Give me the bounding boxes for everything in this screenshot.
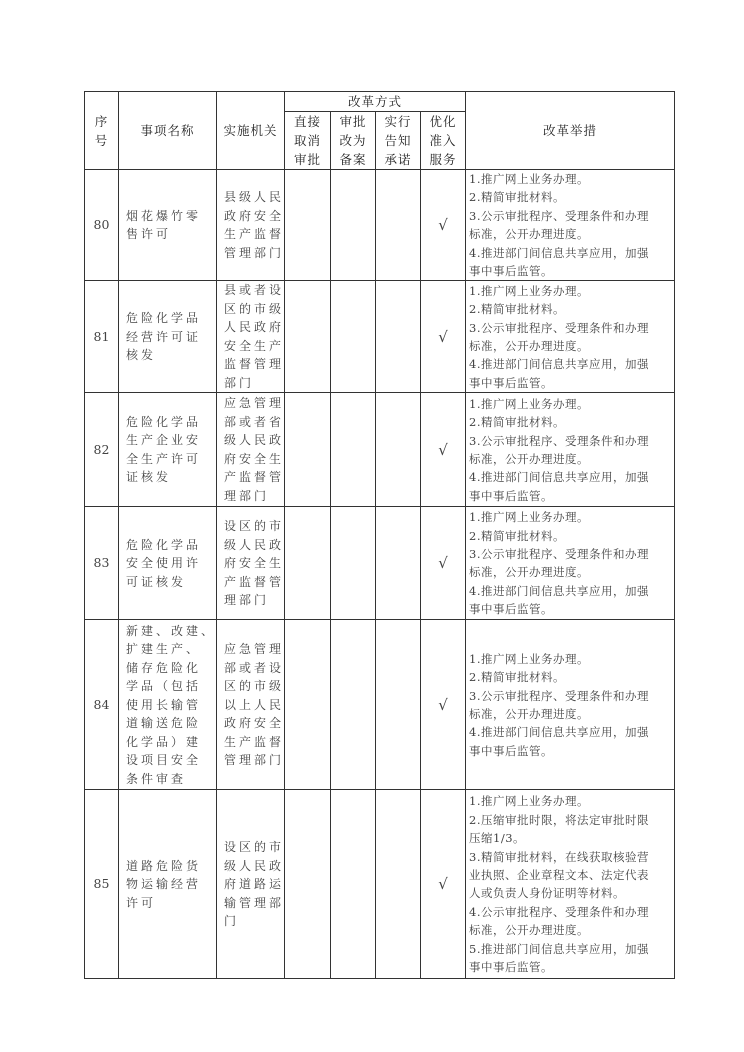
header-authority: 实施机关 — [217, 92, 285, 170]
item-name-cell: 危险化学品 生产企业安 全生产许可 证核发 — [119, 393, 217, 507]
measures-cell: 1.推广网上业务办理。 2.精简审批材料。 3.公示审批程序、受理条件和办理 标准，公开办理进度。 4.推进部门间信息共享应用，加强 事中事后监管。 — [466, 507, 675, 620]
table-row — [85, 393, 675, 507]
item-name-cell: 烟花爆竹零 售许可 — [119, 170, 217, 281]
authority-cell: 设区的市 级人民政 府道路运 输管理部 门 — [217, 790, 285, 979]
authority-cell: 县级人民 政府安全 生产监督 管理部门 — [217, 170, 285, 281]
authority-cell: 应急管理 部或者省 级人民政 府安全生 产监督管 理部门 — [217, 393, 285, 507]
seq-cell: 83 — [85, 507, 119, 620]
table-row — [85, 507, 675, 620]
method-cancel-cell — [285, 790, 331, 979]
header-method-notify: 实行 告知 承诺 — [376, 112, 421, 170]
checkmark-icon: √ — [421, 507, 466, 620]
method-cancel-cell — [285, 170, 331, 281]
reform-table — [84, 91, 675, 979]
table-row — [85, 790, 675, 979]
seq-cell: 82 — [85, 393, 119, 507]
item-name-cell: 道路危险货 物运输经营 许可 — [119, 790, 217, 979]
header-item-name: 事项名称 — [119, 92, 217, 170]
header-method-filing: 审批 改为 备案 — [331, 112, 376, 170]
method-notify-cell — [376, 281, 421, 393]
method-cancel-cell — [285, 281, 331, 393]
header-reform-method: 改革方式 — [285, 92, 466, 112]
checkmark-icon: √ — [421, 393, 466, 507]
item-name-cell: 危险化学品 安全使用许 可证核发 — [119, 507, 217, 620]
header-method-cancel: 直接 取消 审批 — [285, 112, 331, 170]
seq-cell: 85 — [85, 790, 119, 979]
authority-cell: 县或者设 区的市级 人民政府 安全生产 监督管理 部门 — [217, 281, 285, 393]
table-row — [85, 620, 675, 790]
seq-cell: 81 — [85, 281, 119, 393]
checkmark-icon: √ — [421, 281, 466, 393]
measures-cell: 1.推广网上业务办理。 2.压缩审批时限，将法定审批时限 压缩1/3。 3.精简审批材料，在线获取核验营 业执照、企业章程文本、法定代表 人或负责人身份证明等材料。 4.公示审批程序、受理条件和办理 标准，公开办理进度。 5.推进部门间信息共享应用，加强 事中事后监管。 — [466, 790, 675, 979]
method-cancel-cell — [285, 507, 331, 620]
method-notify-cell — [376, 393, 421, 507]
method-notify-cell — [376, 507, 421, 620]
method-notify-cell — [376, 790, 421, 979]
measures-cell: 1.推广网上业务办理。 2.精简审批材料。 3.公示审批程序、受理条件和办理 标准，公开办理进度。 4.推进部门间信息共享应用，加强 事中事后监管。 — [466, 170, 675, 281]
header-method-optimize: 优化 准入 服务 — [421, 112, 466, 170]
method-filing-cell — [331, 281, 376, 393]
method-cancel-cell — [285, 620, 331, 790]
header-measures: 改革举措 — [466, 92, 675, 170]
checkmark-icon: √ — [421, 170, 466, 281]
method-filing-cell — [331, 393, 376, 507]
method-notify-cell — [376, 620, 421, 790]
table-row — [85, 170, 675, 281]
authority-cell: 应急管理 部或者设 区的市级 以上人民 政府安全 生产监督 管理部门 — [217, 620, 285, 790]
method-filing-cell — [331, 620, 376, 790]
table-row — [85, 281, 675, 393]
checkmark-icon: √ — [421, 790, 466, 979]
method-filing-cell — [331, 507, 376, 620]
measures-cell: 1.推广网上业务办理。 2.精简审批材料。 3.公示审批程序、受理条件和办理 标准，公开办理进度。 4.推进部门间信息共享应用，加强 事中事后监管。 — [466, 393, 675, 507]
method-filing-cell — [331, 170, 376, 281]
method-notify-cell — [376, 170, 421, 281]
measures-cell: 1.推广网上业务办理。 2.精简审批材料。 3.公示审批程序、受理条件和办理 标准，公开办理进度。 4.推进部门间信息共享应用，加强 事中事后监管。 — [466, 620, 675, 790]
item-name-cell: 新建、改建、 扩建生产、 储存危险化 学品（包括 使用长输管 道输送危险 化学品）建 设项目安全 条件审查 — [119, 620, 217, 790]
seq-cell: 84 — [85, 620, 119, 790]
item-name-cell: 危险化学品 经营许可证 核发 — [119, 281, 217, 393]
measures-cell: 1.推广网上业务办理。 2.精简审批材料。 3.公示审批程序、受理条件和办理 标准，公开办理进度。 4.推进部门间信息共享应用，加强 事中事后监管。 — [466, 281, 675, 393]
authority-cell: 设区的市 级人民政 府安全生 产监督管 理部门 — [217, 507, 285, 620]
method-filing-cell — [331, 790, 376, 979]
header-seq: 序 号 — [85, 92, 119, 170]
method-cancel-cell — [285, 393, 331, 507]
seq-cell: 80 — [85, 170, 119, 281]
checkmark-icon: √ — [421, 620, 466, 790]
